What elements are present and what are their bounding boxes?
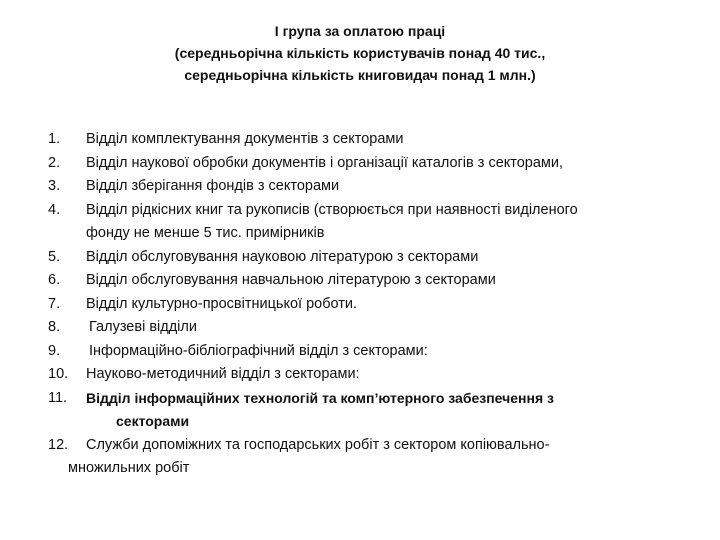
list-item-text: Відділ рідкісних книг та рукописів (створюється при наявності виділеного	[86, 201, 578, 218]
list-item	[48, 293, 688, 317]
list-item	[48, 246, 688, 270]
list-item-text: Інформаційно-бібліографічний відділ з секторами:	[89, 342, 428, 359]
list-item-number: 3.	[48, 178, 61, 194]
list-item-text: Служби допоміжних та господарських робіт з сектором копіювально-	[86, 436, 550, 453]
list-item-number: 9.	[48, 342, 61, 359]
list-item-number: 1.	[48, 131, 61, 147]
list-item-text: Відділ наукової обробки документів і організації каталогів з секторами,	[86, 154, 564, 171]
list-item-number: 10.	[48, 366, 69, 382]
list-item	[48, 175, 688, 199]
list-item-number: 2.	[48, 154, 61, 171]
list-item-text: Відділ зберігання фондів з секторами	[86, 178, 340, 194]
list-item-number: 12.	[48, 436, 69, 453]
list-item-text: Відділ комплектування документів з секторами	[86, 131, 404, 147]
title-line-1: І група за оплатою праці	[274, 23, 446, 39]
list-item-number: 5.	[48, 248, 61, 265]
list-item	[48, 363, 688, 387]
list-item	[48, 434, 688, 481]
list-item	[48, 316, 688, 340]
list-item-text-continuation: секторами	[116, 413, 190, 429]
page-title	[60, 20, 660, 86]
list-item	[48, 340, 688, 364]
list-item-text: Відділ інформаційних технологій та комп’ютерного забезпечення з	[86, 389, 554, 406]
list-item-number: 6.	[48, 272, 61, 288]
list-item-number: 11.	[48, 389, 68, 406]
list-item-text: Відділ культурно-просвітницької роботи.	[86, 295, 358, 312]
list-item	[48, 269, 688, 293]
list-item-text: Науково-методичний відділ з секторами:	[86, 366, 360, 382]
list-item-text-continuation: множильних робіт	[68, 460, 190, 476]
list-item-text-continuation: фонду не менше 5 тис. примірників	[86, 225, 325, 241]
list-item-number: 7.	[48, 295, 61, 312]
title-line-2: (середньорічна кількість користувачів понад 40 тис.,	[174, 45, 546, 61]
list-item	[48, 128, 688, 152]
list-item	[48, 199, 688, 246]
list-item-number: 4.	[48, 201, 61, 218]
title-line-3: середньорічна кількість книговидач понад 1 млн.)	[184, 67, 536, 83]
department-list	[48, 128, 688, 481]
list-item	[48, 152, 688, 176]
list-item-number: 8.	[48, 319, 61, 335]
list-item-text: Відділ обслуговування навчальною літературою з секторами	[86, 272, 496, 288]
list-item	[48, 387, 688, 434]
list-item-text: Галузеві відділи	[89, 319, 197, 335]
list-item-text: Відділ обслуговування науковою літературою з секторами	[86, 248, 479, 265]
